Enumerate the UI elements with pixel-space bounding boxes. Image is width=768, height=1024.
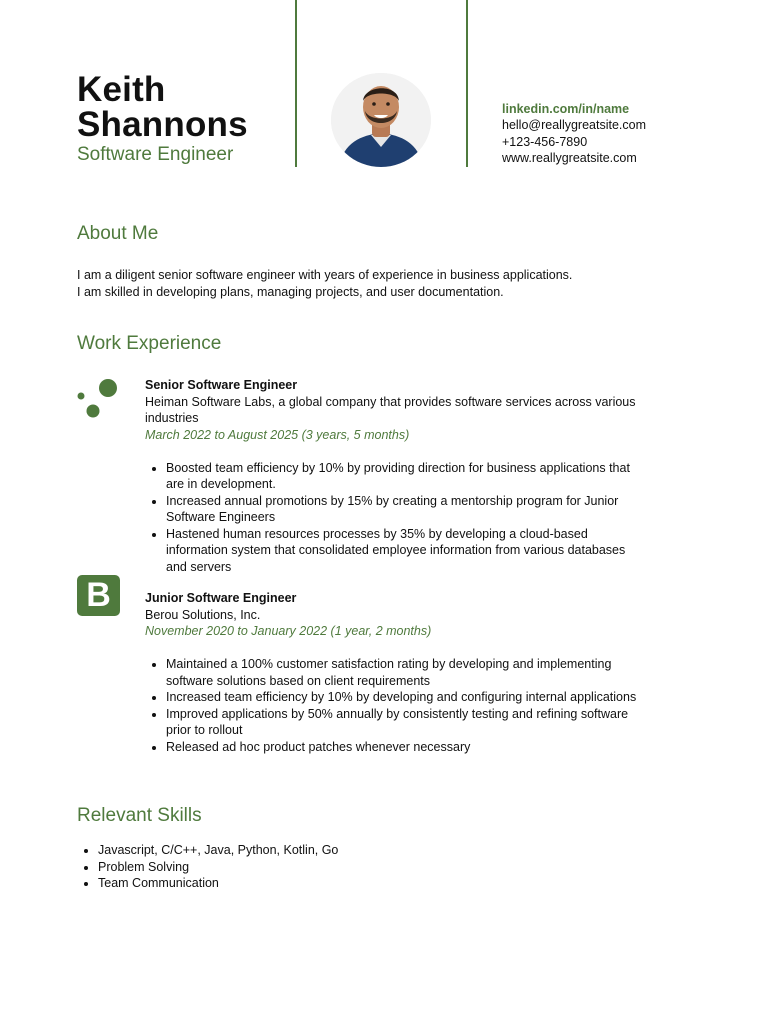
job-bullet: • Improved applications by 50% annually by consistently testing and refining software prior to rollout (166, 706, 645, 739)
linkedin-link[interactable]: linkedin.com/in/name (502, 102, 630, 116)
contact-info (502, 101, 646, 166)
job-bullet: • Maintained a 100% customer satisfaction rating by developing and implementing software solutions based on client requirements (166, 656, 645, 689)
job-dates: November 2020 to January 2022 (1 year, 2 months) (145, 624, 432, 638)
job-entry-1 (145, 377, 645, 575)
about-line: I am a diligent senior software engineer with years of experience in business applications. (77, 268, 573, 282)
work-heading: Work Experience (77, 333, 222, 354)
about-text (77, 267, 572, 300)
job-bullet: • Increased team efficiency by 10% by developing and configuring internal applications (166, 689, 645, 706)
website-link[interactable]: www.reallygreatsite.com (502, 150, 637, 165)
phone-number: +123-456-7890 (502, 134, 588, 149)
about-line: I am skilled in developing plans, managing projects, and user documentation. (77, 284, 504, 299)
skill-item: • Team Communication (98, 875, 338, 892)
job-bullet: • Released ad hoc product patches whenever necessary (166, 739, 645, 756)
letter-b-logo-icon: B (77, 575, 120, 616)
job-company: Berou Solutions, Inc. (145, 607, 261, 622)
job-bullet: • Boosted team efficiency by 10% by providing direction for business applications that are in development. (166, 460, 645, 493)
candidate-name (77, 72, 248, 142)
skills-heading: Relevant Skills (77, 805, 202, 826)
skill-item: • Javascript, C/C++, Java, Python, Kotlin, Go (98, 842, 338, 859)
avatar (331, 73, 431, 167)
skill-item: • Problem Solving (98, 859, 338, 876)
job-role: Senior Software Engineer (145, 378, 298, 392)
job-title: Software Engineer (77, 144, 234, 165)
skills-list (77, 842, 338, 892)
job-bullets (145, 656, 645, 755)
last-name: Shannons (77, 105, 248, 144)
job-entry-2 (145, 590, 645, 755)
dots-logo-icon (76, 378, 120, 422)
profile-photo-icon (331, 73, 431, 167)
first-name: Keith (77, 70, 166, 109)
header-divider-left (295, 0, 297, 167)
job-dates: March 2022 to August 2025 (3 years, 5 months) (145, 427, 410, 442)
job-bullets (145, 460, 645, 576)
job-role: Junior Software Engineer (145, 591, 297, 605)
job-bullet: • Hastened human resources processes by 35% by developing a cloud-based information system that consolidated employee information from various databases and servers (166, 526, 645, 576)
about-heading: About Me (77, 223, 159, 244)
header-divider-right (466, 0, 468, 167)
job-bullet: • Increased annual promotions by 15% by creating a mentorship program for Junior Software Engineers (166, 493, 645, 526)
job-company: Heiman Software Labs, a global company that provides software services across various industries (145, 394, 636, 425)
email-link[interactable]: hello@reallygreatsite.com (502, 118, 647, 133)
